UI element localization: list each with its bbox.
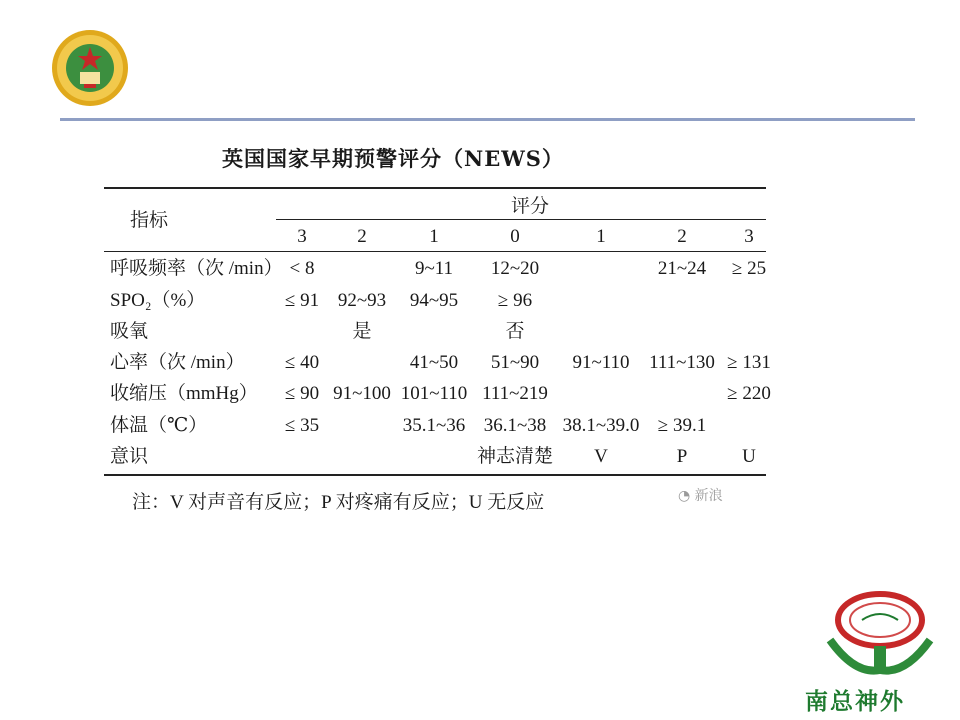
table-cell: ≥ 96 [497,290,533,311]
watermark: ◔ 新浪 [678,488,723,504]
header-bottom-rule [104,251,766,252]
table-cell: 41~50 [409,352,459,373]
table-cell: 是 [352,321,372,342]
table-cell: ≥ 220 [727,383,771,404]
table-cell: ≥ 39.1 [657,415,707,436]
table-cell: 111~219 [482,383,548,404]
score-column-header: 0 [510,226,520,247]
score-column-header: 1 [429,226,439,247]
table-cell: 35.1~36 [402,415,466,436]
header-divider [60,118,915,121]
neurosurgery-brain-logo-icon [820,590,940,685]
row-label: 呼吸频率（次 /min） [110,258,283,279]
hospital-emblem-icon [50,28,130,108]
table-cell: ≤ 35 [284,415,320,436]
table-cell: < 8 [289,258,315,279]
table-cell: 21~24 [657,258,707,279]
row-label: 收缩压（mmHg） [110,383,258,404]
table-note: 注：V 对声音有反应；P 对疼痛有反应；U 无反应 [132,492,545,513]
table-cell: 101~110 [400,383,468,404]
table-cell: 92~93 [337,290,387,311]
table-cell: 91~100 [333,383,391,404]
table-cell: 12~20 [490,258,540,279]
table-cell: U [742,446,756,467]
slide-title: 英国国家早期预警评分（NEWS） [222,146,564,171]
table-cell: ≤ 90 [284,383,320,404]
table-cell: ≤ 40 [284,352,320,373]
footer-logo-text: 南总神外 [805,689,905,715]
table-cell: ≤ 91 [284,290,320,311]
score-column-header: 2 [677,226,687,247]
score-column-header: 3 [297,226,307,247]
table-cell: 否 [505,321,525,342]
row-label: 意识 [110,446,149,467]
score-column-header: 3 [744,226,754,247]
table-cell: 51~90 [490,352,540,373]
table-top-rule [104,187,766,189]
indicator-header: 指标 [130,210,169,231]
row-label: 吸氧 [110,321,149,342]
score-header: 评分 [510,196,550,217]
row-label: SPO₂（%） [110,290,206,311]
table-cell: 91~110 [572,352,630,373]
table-cell: ≥ 131 [727,352,771,373]
score-column-header: 1 [596,226,606,247]
table-cell: 9~11 [414,258,454,279]
table-cell: 111~130 [649,352,715,373]
table-cell: 36.1~38 [483,415,547,436]
table-cell: P [676,446,688,467]
table-cell: 神志清楚 [476,446,554,467]
row-label: 体温（℃） [110,415,208,436]
table-cell: 94~95 [409,290,459,311]
table-bottom-rule [104,474,766,476]
table-cell: 38.1~39.0 [562,415,640,436]
score-header-rule [276,219,766,220]
score-column-header: 2 [357,226,367,247]
table-cell: ≥ 25 [731,258,767,279]
news-score-table [104,187,771,522]
row-label: 心率（次 /min） [110,352,245,373]
table-cell: V [594,446,608,467]
